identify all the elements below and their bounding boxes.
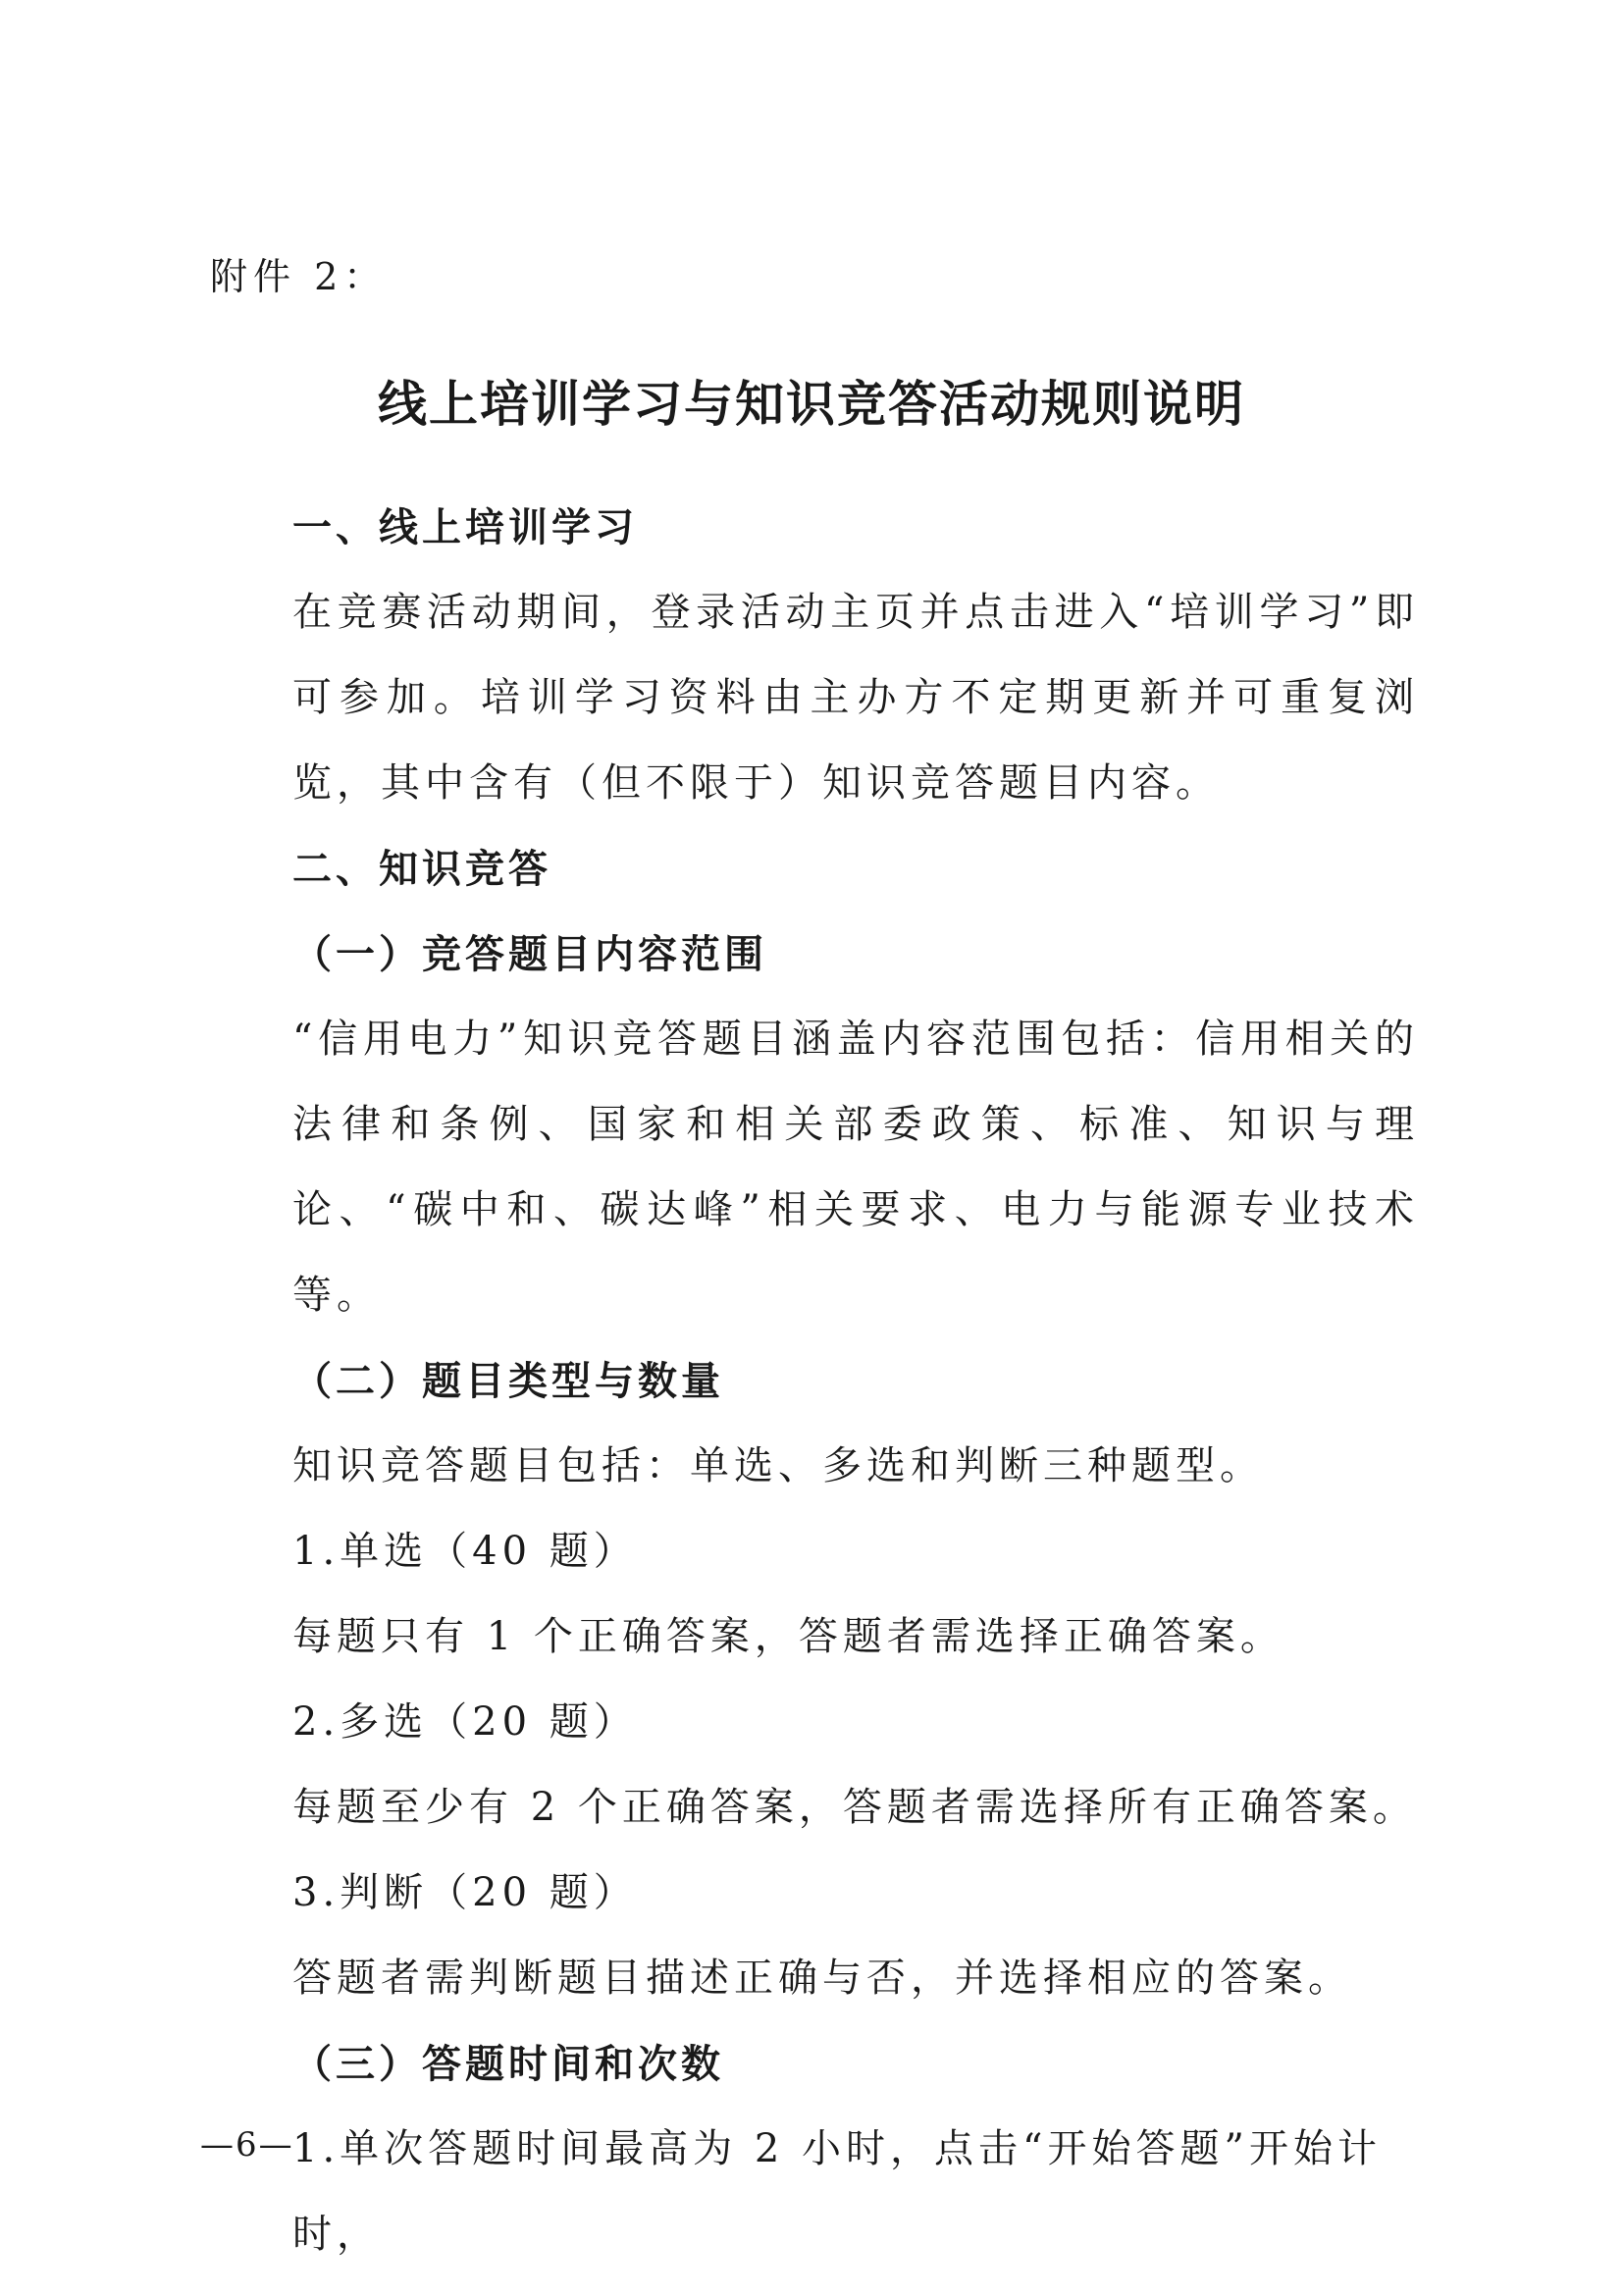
subsection-heading-content-scope: （一）竞答题目内容范围 (292, 931, 767, 977)
list-item-multiple-choice: 2.多选（20 题） (292, 1699, 638, 1745)
paragraph-online-training: 在竞赛活动期间，登录活动主页并点击进入“培训学习”即可参加。培训学习资料由主办方不定期更新并可重复浏览，其中含有（但不限于）知识竞答题目内容。 (292, 590, 1419, 806)
page-number: —6— (200, 2125, 294, 2165)
section-heading-online-training: 一、线上培训学习 (292, 504, 638, 550)
document-title: 线上培训学习与知识竞答活动规则说明 (378, 375, 1245, 433)
paragraph-time-attempts: 1.单次答题时间最高为 2 小时，点击“开始答题”开始计时， (292, 2126, 1382, 2257)
list-item-single-choice-desc: 每题只有 1 个正确答案，答题者需选择正确答案。 (292, 1614, 1284, 1659)
section-heading-knowledge-quiz: 二、知识竞答 (292, 846, 551, 892)
attachment-label: 附件 2： (210, 255, 388, 298)
subsection-heading-question-types: （二）题目类型与数量 (292, 1358, 724, 1404)
list-item-single-choice: 1.单选（40 题） (292, 1529, 638, 1574)
document-body (210, 485, 1419, 2277)
subsection-heading-time-attempts: （三）答题时间和次数 (292, 2041, 724, 2087)
list-item-multiple-choice-desc: 每题至少有 2 个正确答案，答题者需选择所有正确答案。 (292, 1785, 1417, 1830)
list-item-true-false-desc: 答题者需判断题目描述正确与否，并选择相应的答案。 (292, 1956, 1352, 2001)
paragraph-content-scope: “信用电力”知识竞答题目涵盖内容范围包括：信用相关的法律和条例、国家和相关部委政策、标准、知识与理论、“碳中和、碳达峰”相关要求、电力与能源专业技术等。 (292, 1017, 1419, 1318)
paragraph-question-types: 知识竞答题目包括：单选、多选和判断三种题型。 (292, 1443, 1264, 1488)
list-item-true-false: 3.判断（20 题） (292, 1870, 638, 1915)
